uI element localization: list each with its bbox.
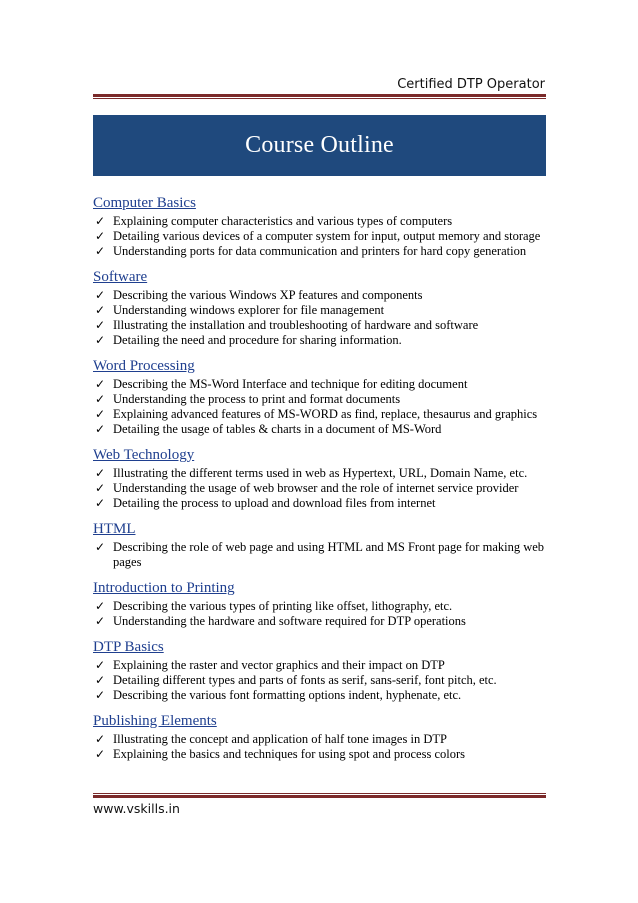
- list-item: ✓ Describing the various Windows XP features and components: [95, 288, 423, 302]
- section-title: Computer Basics: [93, 195, 196, 211]
- section-title: Software: [93, 269, 148, 285]
- banner-title: Course Outline: [245, 132, 394, 158]
- list-item: ✓ Detailing various devices of a computer system for input, output memory and storage: [95, 229, 541, 243]
- list-item: ✓ Explaining the raster and vector graphics and their impact on DTP: [95, 658, 445, 672]
- section-title: Word Processing: [93, 358, 195, 374]
- check-mark-icon: ✓: [95, 481, 106, 495]
- check-mark-icon: ✓: [95, 658, 106, 672]
- section-dtp-basics: [93, 637, 546, 703]
- list-item: ✓ Describing the role of web page and using HTML and MS Front page for making web pages: [95, 540, 545, 569]
- section-software: [93, 267, 546, 348]
- check-mark-icon: ✓: [95, 747, 106, 761]
- section-word-processing: [93, 356, 546, 437]
- header-divider: [93, 94, 546, 99]
- check-mark-icon: ✓: [95, 614, 106, 628]
- section-title: Publishing Elements: [93, 713, 217, 729]
- list-item: ✓ Illustrating the concept and application of half tone images in DTP: [95, 732, 447, 746]
- list-item: ✓ Describing the various font formatting options indent, hyphenate, etc.: [95, 688, 462, 702]
- list-item: ✓ Describing the MS-Word Interface and technique for editing document: [95, 377, 468, 391]
- section-publishing-elements: [93, 711, 546, 762]
- section-title: Web Technology: [93, 447, 195, 463]
- list-item: ✓ Detailing the process to upload and download files from internet: [95, 496, 436, 510]
- list-item: ✓ Detailing different types and parts of fonts as serif, sans-serif, font pitch, etc.: [95, 673, 497, 687]
- check-mark-icon: ✓: [95, 392, 106, 406]
- list-item: ✓ Detailing the need and procedure for sharing information.: [95, 333, 402, 347]
- footer-website: www.vskills.in: [93, 801, 180, 816]
- page-header-title: Certified DTP Operator: [397, 77, 545, 92]
- list-item: ✓ Describing the various types of printing like offset, lithography, etc.: [95, 599, 453, 613]
- check-mark-icon: ✓: [95, 732, 106, 746]
- section-html: [93, 519, 546, 570]
- section-web-technology: [93, 445, 546, 511]
- list-item: ✓ Detailing the usage of tables & charts in a document of MS-Word: [95, 422, 442, 436]
- check-mark-icon: ✓: [95, 496, 106, 510]
- list-item: ✓ Explaining the basics and techniques for using spot and process colors: [95, 747, 466, 761]
- section-title: HTML: [93, 521, 136, 537]
- check-mark-icon: ✓: [95, 407, 106, 421]
- check-mark-icon: ✓: [95, 422, 106, 436]
- check-mark-icon: ✓: [95, 288, 106, 302]
- list-item: ✓ Understanding ports for data communication and printers for hard copy generation: [95, 244, 527, 258]
- check-mark-icon: ✓: [95, 540, 106, 554]
- check-mark-icon: ✓: [95, 599, 106, 613]
- list-item: ✓ Understanding the hardware and software required for DTP operations: [95, 614, 466, 628]
- section-title: DTP Basics: [93, 639, 164, 655]
- list-item: ✓ Understanding windows explorer for file management: [95, 303, 385, 317]
- list-item: ✓ Illustrating the installation and troubleshooting of hardware and software: [95, 318, 479, 332]
- list-item: ✓ Understanding the usage of web browser and the role of internet service provider: [95, 481, 519, 495]
- list-item: ✓ Illustrating the different terms used in web as Hypertext, URL, Domain Name, etc.: [95, 466, 528, 480]
- list-item: ✓ Explaining advanced features of MS-WORD as find, replace, thesaurus and graphics: [95, 407, 538, 421]
- check-mark-icon: ✓: [95, 466, 106, 480]
- footer-divider: [93, 792, 546, 798]
- check-mark-icon: ✓: [95, 244, 106, 258]
- check-mark-icon: ✓: [95, 333, 106, 347]
- course-outline-banner: [93, 115, 546, 176]
- section-computer-basics: [93, 193, 546, 259]
- check-mark-icon: ✓: [95, 673, 106, 687]
- check-mark-icon: ✓: [95, 229, 106, 243]
- course-outline-content: [93, 193, 546, 770]
- section-title: Introduction to Printing: [93, 580, 235, 596]
- section-introduction-to-printing: [93, 578, 546, 629]
- check-mark-icon: ✓: [95, 318, 106, 332]
- list-item: ✓ Explaining computer characteristics and various types of computers: [95, 214, 453, 228]
- check-mark-icon: ✓: [95, 303, 106, 317]
- check-mark-icon: ✓: [95, 377, 106, 391]
- check-mark-icon: ✓: [95, 214, 106, 228]
- check-mark-icon: ✓: [95, 688, 106, 702]
- list-item: ✓ Understanding the process to print and format documents: [95, 392, 401, 406]
